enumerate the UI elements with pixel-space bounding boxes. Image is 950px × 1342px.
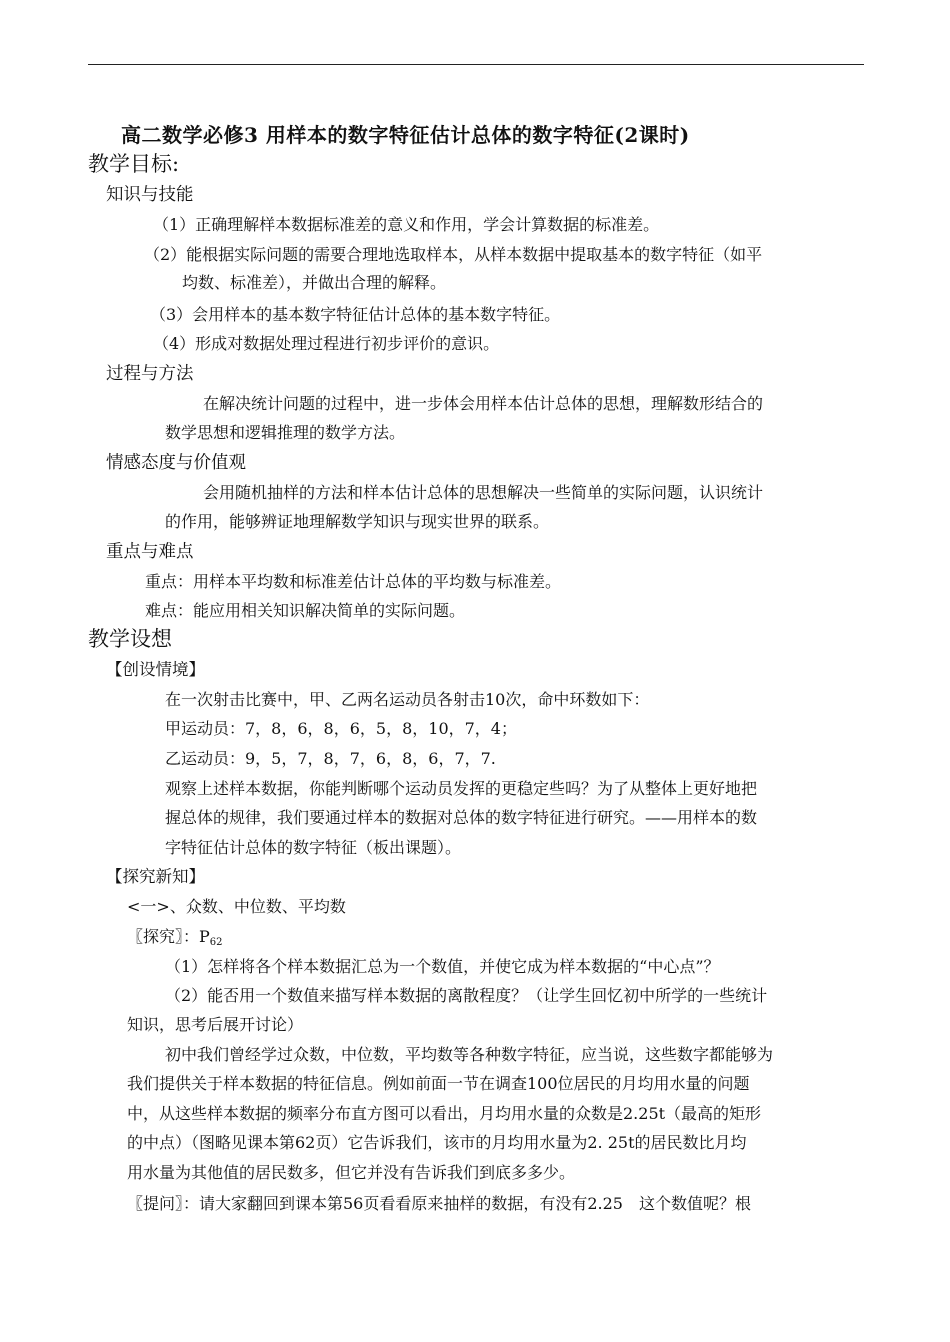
probe-label: 〖探究〗：$P_{62}$ [127,927,223,948]
knowledge-item-2: （2）能根据实际问题的需要合理地选取样本，从样本数据中提取基本的数字特征（如平 [144,245,763,264]
probe-page-subscript: 62 [209,937,223,948]
scenario-line-3: 乙运动员：9，5，7，8，7，6，8，6，7，7. [165,749,496,768]
process-line-1: 在解决统计问题的过程中，进一步体会用样本估计总体的思想，理解数形结合的 [203,394,764,413]
header-rule [88,64,864,65]
scenario-line-6: 字特征估计总体的数字特征（板出课题）。 [165,838,462,857]
focus-heading: 重点与难点 [106,542,194,562]
knowledge-item-3: （3）会用样本的基本数字特征估计总体的基本数字特征。 [150,305,561,324]
explore-line-1: （1）怎样将各个样本数据汇总为一个数值，并使它成为样本数据的“中心点”？ [165,957,720,976]
emotion-heading: 情感态度与价值观 [106,453,246,473]
explore-line-2: （2）能否用一个数值来描写样本数据的离散程度？（让学生回忆初中所学的一些统计 [165,986,768,1005]
objectives-heading: 教学目标: [88,152,180,176]
explore-line-3: 知识，思考后展开讨论） [127,1015,304,1034]
explore-line-8: 用水量为其他值的居民数多，但它并没有告诉我们到底多多少。 [127,1163,576,1182]
scenario-heading: 【创设情境】 [106,660,205,679]
emotion-line-1: 会用随机抽样的方法和样本估计总体的思想解决一些简单的实际问题，认识统计 [203,483,764,502]
design-heading: 教学设想 [88,627,172,651]
scenario-line-1: 在一次射击比赛中，甲、乙两名运动员各射击10次，命中环数如下： [165,690,650,709]
scenario-line-4: 观察上述样本数据，你能判断哪个运动员发挥的更稳定些吗？为了从整体上更好地把 [165,779,758,798]
scenario-line-5: 握总体的规律，我们要通过样本的数据对总体的数字特征进行研究。——用样本的数 [165,808,758,827]
explore-line-9: 〖提问〗：请大家翻回到课本第56页看看原来抽样的数据，有没有2.25 这个数值呢？根 [127,1194,751,1213]
explore-subheading: <一>、众数、中位数、平均数 [127,897,346,916]
explore-line-6: 中，从这些样本数据的频率分布直方图可以看出，月均用水量的众数是2.25t（最高的矩形 [127,1104,762,1123]
process-line-2: 数学思想和逻辑推理的数学方法。 [165,423,406,442]
knowledge-heading: 知识与技能 [106,185,194,205]
scenario-line-2: 甲运动员：7，8，6，8，6，5，8，10，7，4； [165,719,517,738]
emotion-line-2: 的作用，能够辨证地理解数学知识与现实世界的联系。 [165,512,550,531]
explore-line-5: 我们提供关于样本数据的特征信息。例如前面一节在调查100位居民的月均用水量的问题 [127,1074,750,1093]
knowledge-item-2-cont: 均数、标准差），并做出合理的解释。 [182,273,447,292]
process-heading: 过程与方法 [106,364,194,384]
explore-line-7: 的中点）（图略见课本第62页）它告诉我们，该市的月均用水量为2. 25t的居民数比月均 [127,1133,747,1152]
focus-difficulty: 难点：能应用相关知识解决简单的实际问题。 [145,601,466,620]
explore-line-4: 初中我们曾经学过众数，中位数，平均数等各种数字特征，应当说，这些数字都能够为 [165,1045,774,1064]
explore-heading: 【探究新知】 [106,867,205,886]
knowledge-item-1: （1）正确理解样本数据标准差的意义和作用，学会计算数据的标准差。 [153,215,660,234]
knowledge-item-4: （4）形成对数据处理过程进行初步评价的意识。 [153,334,500,353]
focus-key: 重点：用样本平均数和标准差估计总体的平均数与标准差。 [145,572,562,591]
page-title: 高二数学必修3 用样本的数字特征估计总体的数字特征(2课时) [121,123,690,147]
